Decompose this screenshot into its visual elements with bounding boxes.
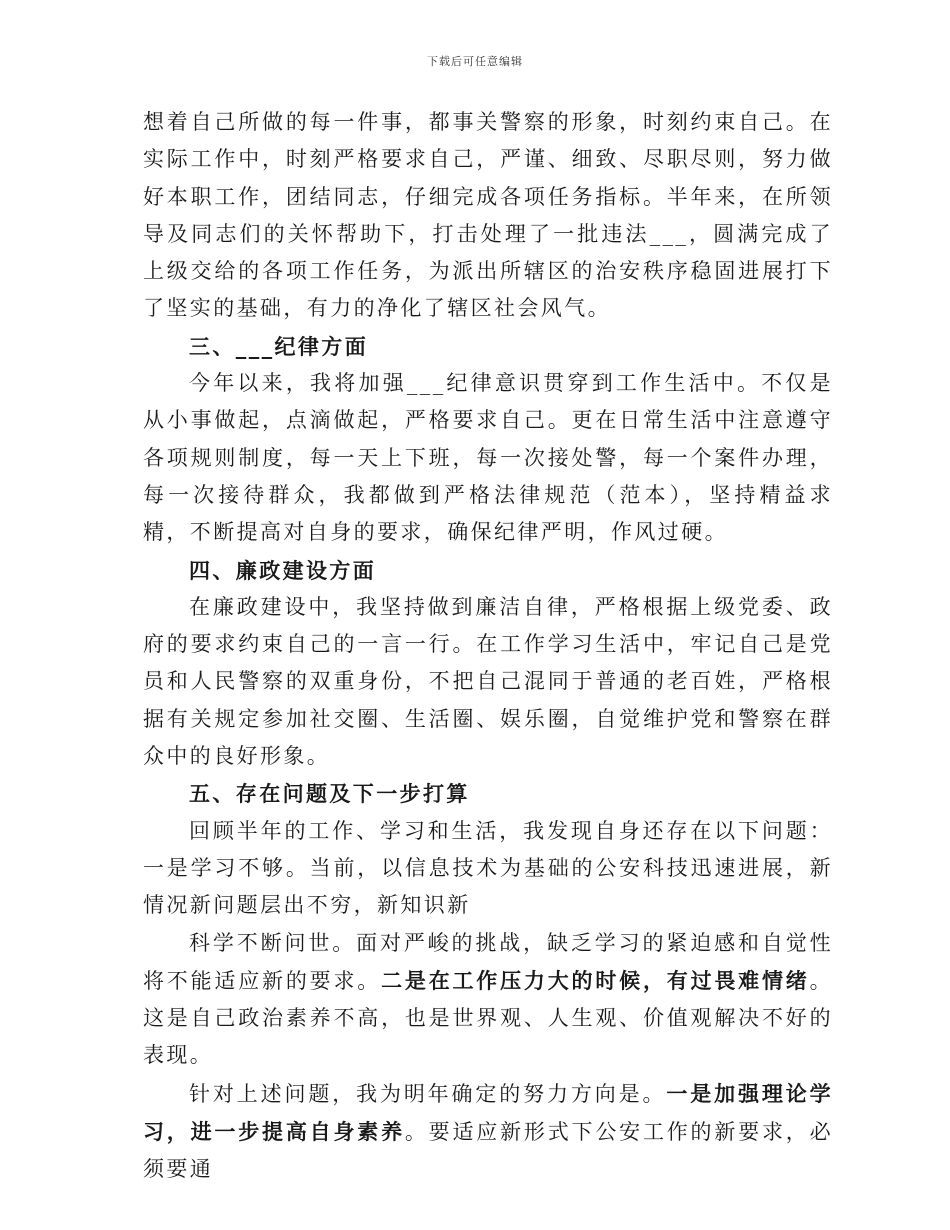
document-body <box>143 104 833 1189</box>
bold-text-run: 二是在工作压力大的时候，有过畏难情绪 <box>381 967 810 993</box>
paragraph-integrity: 在廉政建设中，我坚持做到廉洁自律，严格根据上级党委、政府的要求约束自己的一言一行。在工作学习生活中，牢记自己是党员和人民警察的双重身份，不把自己混同于普通的老百姓，严格根据有关规定参加社交圈、生活圈、娱乐圈，自觉维护党和警察在群众中的良好形象。 <box>143 594 833 769</box>
page-header: 下载后可任意编辑 <box>427 55 523 68</box>
paragraph-problems: 回顾半年的工作、学习和生活，我发现自身还存在以下问题：一是学习不够。当前，以信息技术为基础的公安科技迅速进展，新情况新问题层出不穷，新知识新 <box>143 818 833 918</box>
paragraph-continued: 想着自己所做的每一件事，都事关警察的形象，时刻约束自己。在实际工作中，时刻严格要求自己，严谨、细致、尽职尽则，努力做好本职工作，团结同志，仔细完成各项任务指标。半年来，在所领导及同志们的关怀帮助下，打击处理了一批违法___，圆满完成了上级交给的各项工作任务，为派出所辖区的治安秩序稳固进展打下了坚实的基础，有力的净化了辖区社会风气。 <box>143 110 833 321</box>
bold-text-run: 一是加强理论学习，进一步提高自身素养 <box>143 1080 833 1145</box>
section-heading-problems: 五、存在问题及下一步打算 <box>189 781 470 807</box>
paragraph-discipline: 今年以来，我将加强___纪律意识贯穿到工作生活中。不仅是从小事做起，点滴做起，严格要求自己。更在日常生活中注意遵守各项规则制度，每一天上下班，每一次接处警，每一个案件办理，每一次接待群众，我都做到严格法律规范（范本），坚持精益求精，不断提高对自身的要求，确保纪律严明，作风过硬。 <box>143 371 833 545</box>
section-heading-discipline: 三、___纪律方面 <box>189 333 369 359</box>
paragraph-next-steps <box>143 1075 833 1189</box>
text-run: 。这是自己政治素养不高，也是世界观、人生观、价值观解决不好的表现。 <box>143 968 834 1068</box>
text-run: 。要适应新形式下公安工作的新要求，必须要通 <box>143 1120 833 1182</box>
text-run: 科学不断问世。面对严峻的挑战，缺乏学习的紧迫感和自觉性将不能适应新的要求。 <box>143 930 833 993</box>
section-heading-integrity: 四、廉政建设方面 <box>189 557 377 583</box>
text-run: 针对上述问题，我为明年确定的努力方向是。 <box>189 1081 667 1106</box>
paragraph-problems-continued <box>143 925 833 1075</box>
